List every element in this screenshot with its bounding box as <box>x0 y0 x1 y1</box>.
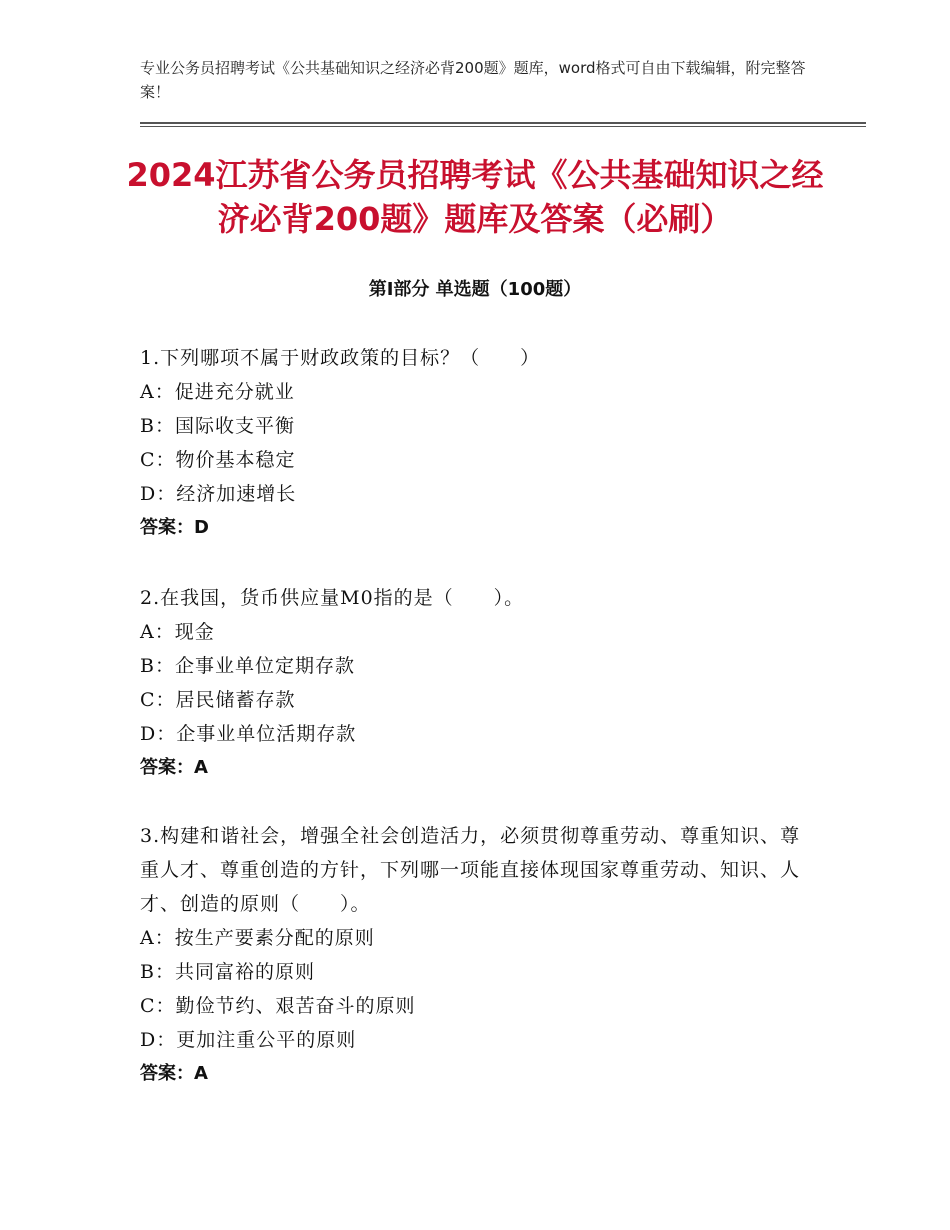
answer-line: 答案：A <box>140 757 208 778</box>
option-a: A：现金 <box>140 621 215 643</box>
option-d: D：更加注重公平的原则 <box>140 1029 357 1051</box>
answer-line: 答案：A <box>140 1063 208 1084</box>
question-stem: 2.在我国，货币供应量M0指的是（ ）。 <box>140 587 525 609</box>
question-3 <box>140 819 810 1091</box>
option-d: D：经济加速增长 <box>140 483 297 505</box>
option-c: C：居民储蓄存款 <box>140 689 296 711</box>
document-title: 2024江苏省公务员招聘考试《公共基础知识之经济必背200题》题库及答案（必刷） <box>126 156 824 238</box>
option-a: A：促进充分就业 <box>140 381 295 403</box>
option-d: D：企事业单位活期存款 <box>140 723 357 745</box>
page-header-note: 专业公务员招聘考试《公共基础知识之经济必背200题》题库，word格式可自由下载编辑，附完整答案！ <box>140 59 806 101</box>
header-rule-thick <box>140 122 866 124</box>
option-b: B：国际收支平衡 <box>140 415 295 437</box>
header-rule-thin <box>140 126 866 127</box>
question-1 <box>140 341 810 545</box>
option-c: C：物价基本稳定 <box>140 449 296 471</box>
option-c: C：勤俭节约、艰苦奋斗的原则 <box>140 995 416 1017</box>
option-b: B：企事业单位定期存款 <box>140 655 355 677</box>
answer-line: 答案：D <box>140 517 209 538</box>
option-b: B：共同富裕的原则 <box>140 961 315 983</box>
question-stem: 1.下列哪项不属于财政政策的目标？（ ） <box>140 347 541 369</box>
question-2 <box>140 581 810 785</box>
section-heading: 第Ⅰ部分 单选题（100题） <box>368 279 582 300</box>
question-stem: 3.构建和谐社会，增强全社会创造活力，必须贯彻尊重劳动、尊重知识、尊重人才、尊重创造的方针，下列哪一项能直接体现国家尊重劳动、知识、人才、创造的原则（ ）。 <box>140 825 801 915</box>
option-a: A：按生产要素分配的原则 <box>140 927 375 949</box>
